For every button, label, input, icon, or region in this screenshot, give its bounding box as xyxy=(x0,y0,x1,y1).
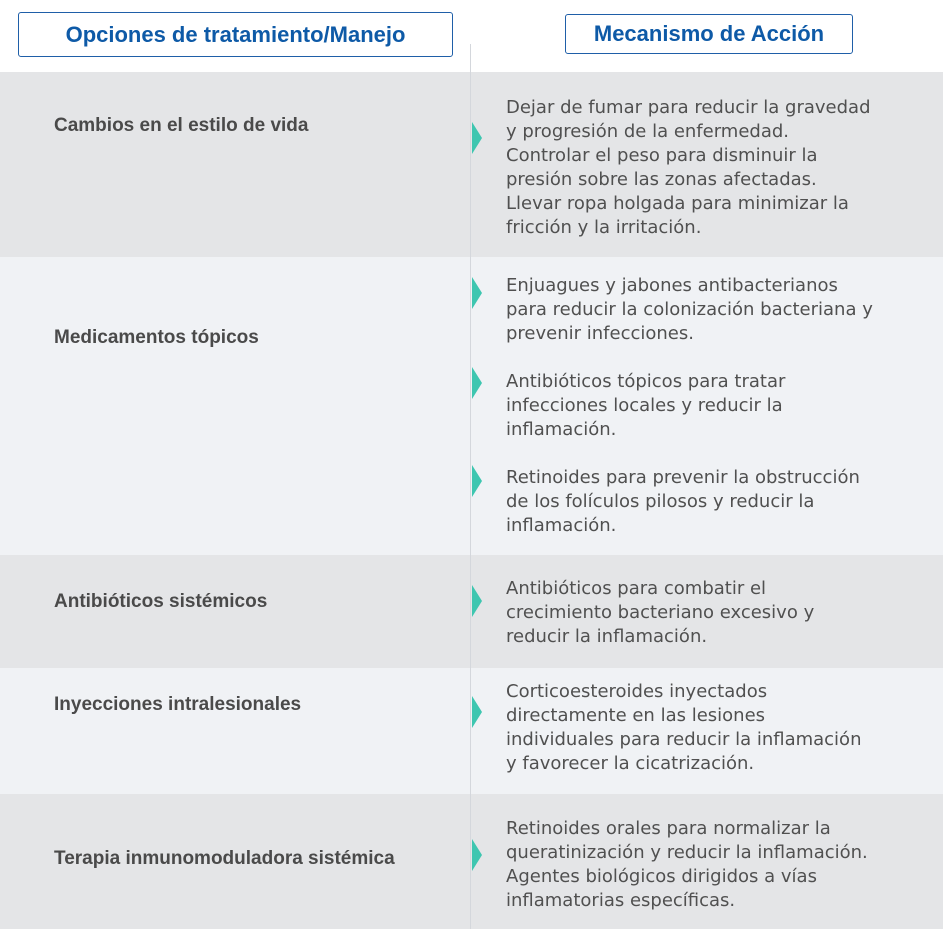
triangle-arrow-icon xyxy=(472,277,482,309)
table-row xyxy=(0,72,943,257)
treatment-option-label: Antibióticos sistémicos xyxy=(54,591,268,612)
mechanism-text: Dejar de fumar para reducir la gravedad y progresión de la enfermedad. Controlar el peso para disminuir la presión sobre las zonas afectadas. Llevar ropa holgada para minimizar la fricción y la irritación. xyxy=(506,97,871,238)
table-row xyxy=(0,668,943,794)
mechanism-text: Enjuagues y jabones antibacterianos para reducir la colonización bacteriana y prevenir infecciones. xyxy=(506,275,873,344)
triangle-arrow-icon xyxy=(472,585,482,617)
treatment-option-label: Medicamentos tópicos xyxy=(54,327,259,348)
treatment-option-label: Cambios en el estilo de vida xyxy=(54,115,309,136)
table-row xyxy=(0,555,943,668)
table-header xyxy=(0,0,943,71)
mechanism-text: Retinoides para prevenir la obstrucción de los folículos pilosos y reducir la inflamación. xyxy=(506,467,860,536)
header-treatment-options: Opciones de tratamiento/Manejo xyxy=(18,12,453,57)
treatment-option-label: Inyecciones intralesionales xyxy=(54,694,302,715)
triangle-arrow-icon xyxy=(472,465,482,497)
triangle-arrow-icon xyxy=(472,839,482,871)
mechanism-text: Antibióticos para combatir el crecimiento bacteriano excesivo y reducir la inflamación. xyxy=(506,578,815,647)
column-divider xyxy=(470,44,471,929)
triangle-arrow-icon xyxy=(472,367,482,399)
table-row xyxy=(0,257,943,555)
treatment-option-label: Terapia inmunomoduladora sistémica xyxy=(54,848,395,869)
mechanism-text: Corticoesteroides inyectados directamente en las lesiones individuales para reducir la inflamación y favorecer la cicatrización. xyxy=(506,681,862,774)
triangle-arrow-icon xyxy=(472,696,482,728)
table-row xyxy=(0,794,943,929)
mechanism-text: Antibióticos tópicos para tratar infecciones locales y reducir la inflamación. xyxy=(506,371,786,440)
header-mechanism-of-action: Mecanismo de Acción xyxy=(565,14,853,54)
mechanism-text: Retinoides orales para normalizar la queratinización y reducir la inflamación. Agentes biológicos dirigidos a vías inflamatorias específicas. xyxy=(506,818,868,911)
triangle-arrow-icon xyxy=(472,122,482,154)
